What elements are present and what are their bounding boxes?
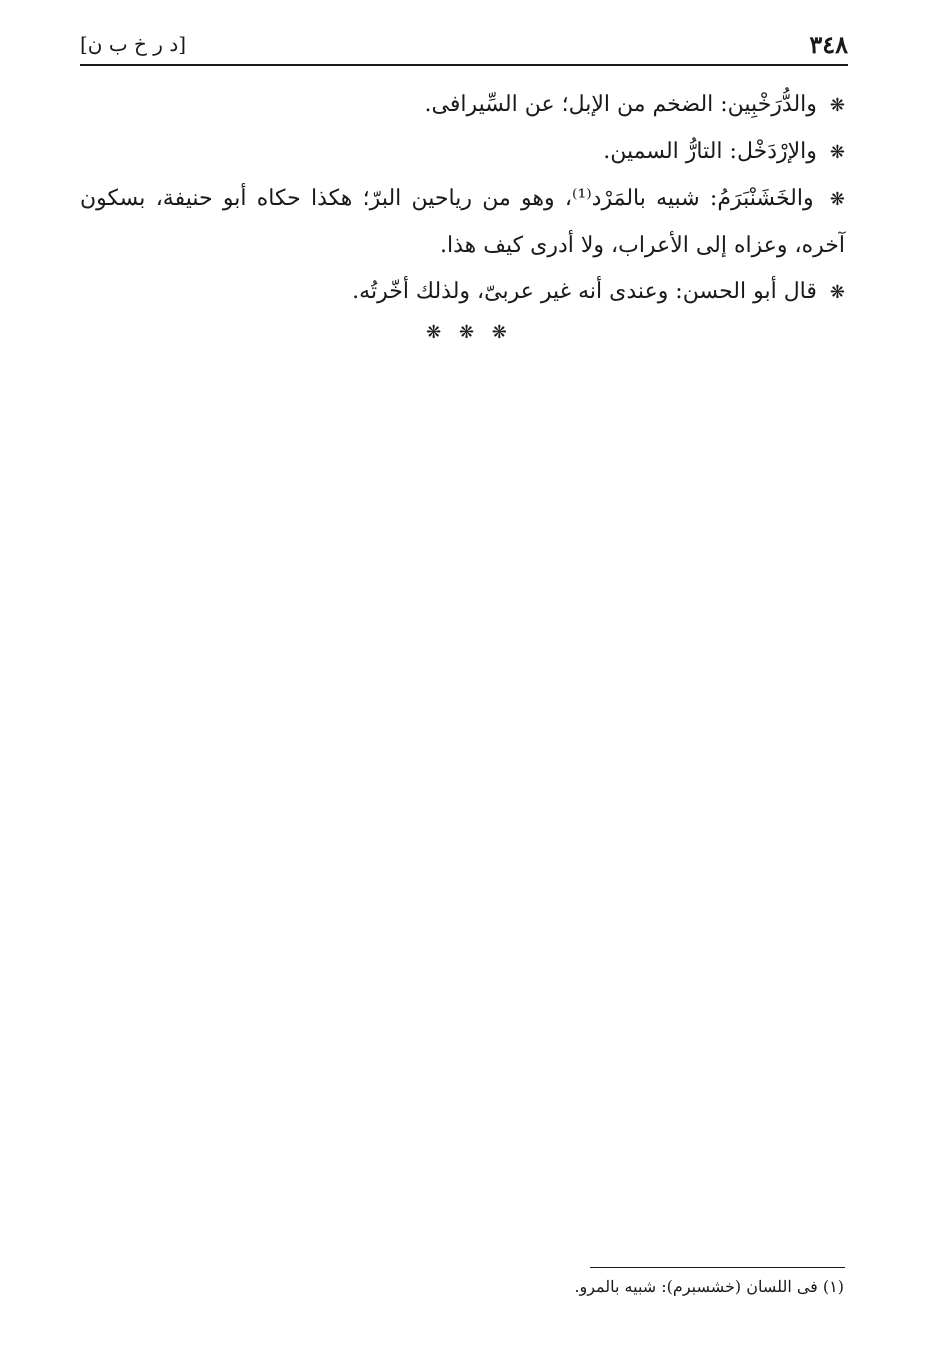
header-rule (80, 64, 848, 66)
entry-1 (80, 82, 845, 129)
entry-2 (80, 129, 845, 176)
page-header (80, 28, 848, 62)
page-number: ٣٤٨ (809, 30, 848, 59)
entry-3 (80, 176, 845, 269)
section-separator: ❋ ❋ ❋ (426, 322, 513, 343)
entry-text: والخَشَنْبَرَمُ: شبيه بالمَرْد⁽¹⁾، وهو من رياحين البرّ؛ هكذا حكاه أبو حنيفة، بسكون آخره، وعزاه إلى الأعراب، ولا أدرى كيف هذا. (80, 186, 845, 258)
asterism-icon: ❋ (829, 189, 845, 210)
entry-text: والإرْدَخْل: التارُّ السمين. (603, 139, 817, 164)
entry-text: قال أبو الحسن: وعندى أنه غير عربىّ، ولذلك أخّرتُه. (352, 279, 817, 304)
asterism-icon: ❋ (829, 282, 845, 303)
entry-text: والدُّرَخْبِين: الضخم من الإبل؛ عن السِّيرافى. (424, 92, 817, 117)
root-letters-label: [د ر خ ب ن] (80, 32, 187, 56)
main-text (80, 82, 845, 316)
entry-4 (80, 269, 845, 316)
asterism-icon: ❋ (829, 95, 845, 116)
footnote-rule (590, 1267, 845, 1268)
asterism-icon: ❋ (829, 142, 845, 163)
footnote: (١) فى اللسان (خشسبرم): شبيه بالمرو. (574, 1277, 844, 1296)
